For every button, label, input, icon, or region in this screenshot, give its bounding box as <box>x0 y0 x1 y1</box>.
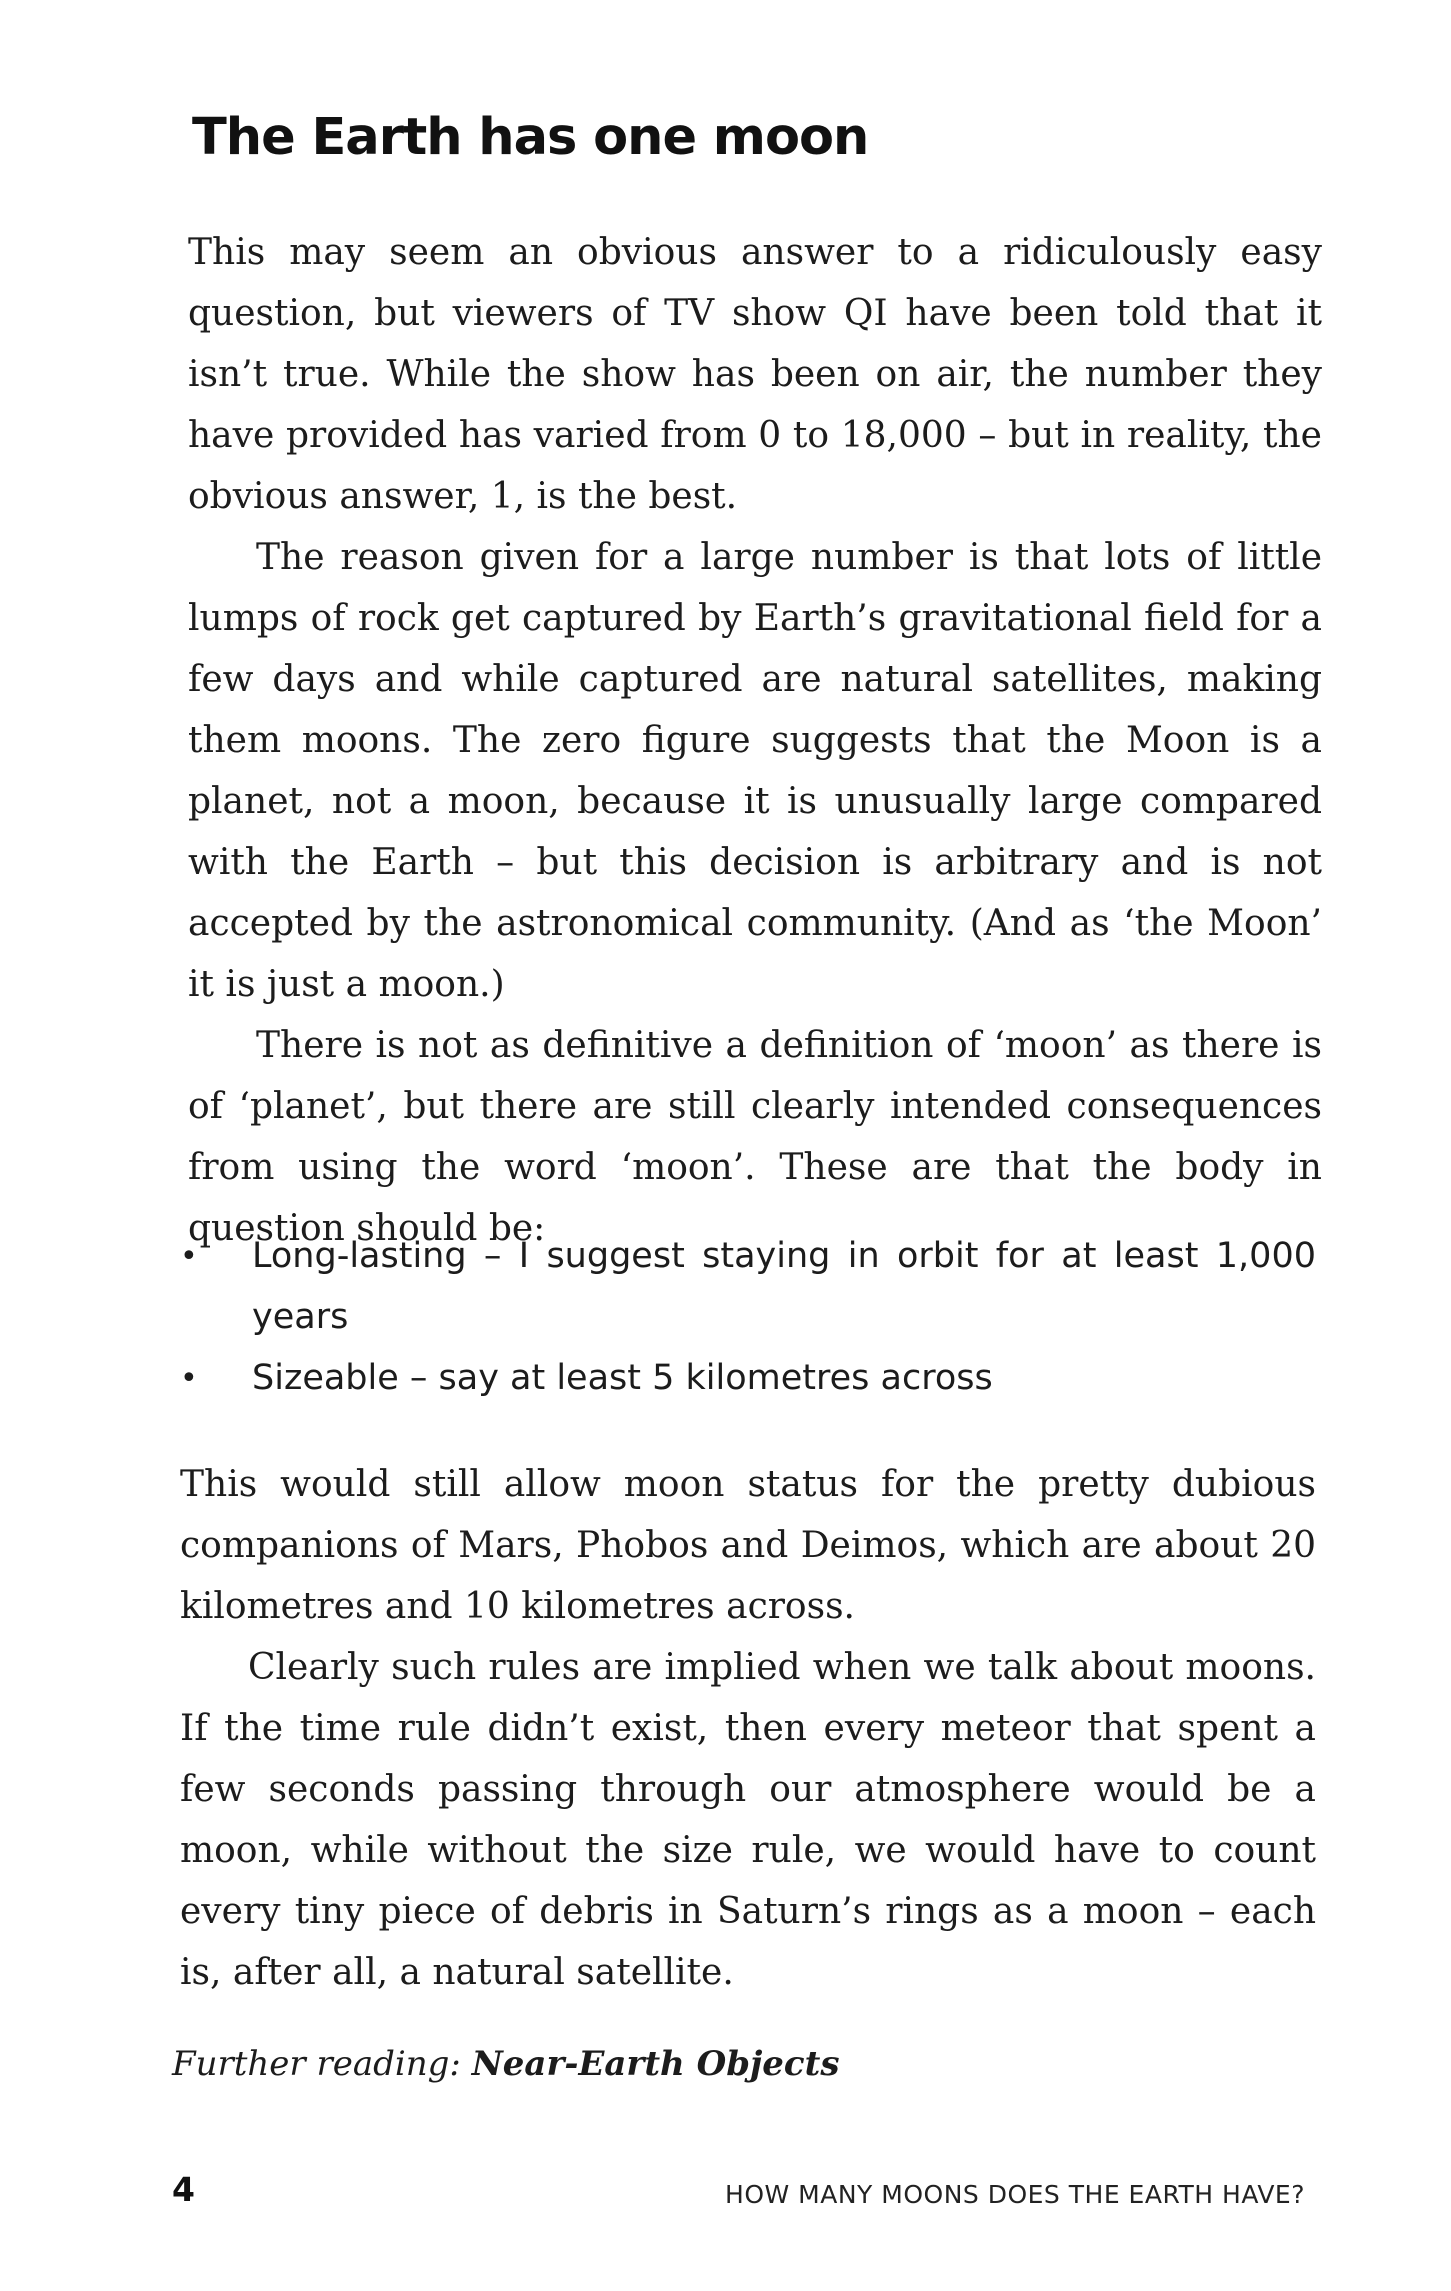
paragraph: Clearly such rules are implied when we talk about moons. If the time rule didn’t exist, then every meteor that spent a few seconds passing through our atmosphere would be a moon, while without the size rule, we would have to count every tiny piece of debris in Saturn’s rings as a moon – each is, after all, a natural satellite. <box>180 1647 1316 1993</box>
section-heading: The Earth has one moon <box>192 108 869 167</box>
paragraph: This may seem an obvious answer to a ridiculously easy question, but viewers of TV show QI have been told that it isn’t true. While the show has been on air, the number they have provided has varied from 0 to 18,000 – but in reality, the obvious answer, 1, is the best. <box>188 232 1322 517</box>
paragraph: The reason given for a large number is that lots of little lumps of rock get captured by Earth’s gravitational field for a few days and while captured are natural satellites, making them moons. The zero figure suggests that the Moon is a planet, not a moon, because it is unusually large compared with the Earth – but this decision is arbitrary and is not accepted by the astronomical community. (And as ‘the Moon’ it is just a moon.) <box>188 537 1322 1005</box>
running-head: HOW MANY MOONS DOES THE EARTH HAVE? <box>725 2180 1305 2209</box>
list-item <box>180 1348 1316 1409</box>
page-number: 4 <box>172 2170 195 2209</box>
bullet-icon: • <box>180 1239 198 1274</box>
paragraph: This would still allow moon status for the pretty dubious companions of Mars, Phobos and Deimos, which are about 20 kilometres and 10 kilometres across. <box>180 1464 1316 1627</box>
criteria-list <box>180 1226 1316 1409</box>
bullet-icon: • <box>180 1361 198 1396</box>
intro-text <box>188 222 1322 1259</box>
list-item <box>180 1226 1316 1348</box>
paragraph: There is not as definitive a definition of ‘moon’ as there is of ‘planet’, but there are still clearly intended consequences from using the word ‘moon’. These are that the body in question should be: <box>188 1025 1322 1249</box>
further-reading <box>172 2044 839 2084</box>
further-reading-label: Further reading: <box>172 2044 461 2084</box>
further-reading-link[interactable]: Near-Earth Objects <box>471 2044 840 2084</box>
conclusion-text <box>180 1454 1316 2003</box>
list-item-text: Sizeable – say at least 5 kilometres across <box>252 1358 993 1398</box>
list-item-text: Long-lasting – I suggest staying in orbit for at least 1,000 years <box>252 1236 1316 1337</box>
